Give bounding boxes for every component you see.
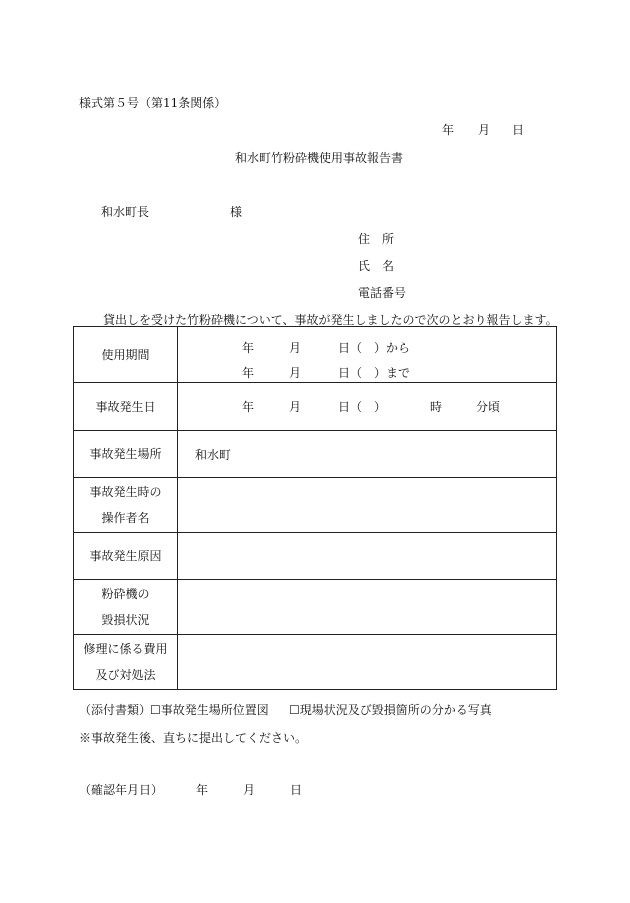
cause-value[interactable] (178, 533, 557, 580)
intro-text: 貸出しを受けた竹粉砕機について、事故が発生しましたので次のとおり報告します。 (103, 313, 558, 327)
period-to-day: 日（ (338, 366, 363, 380)
repair-value[interactable] (178, 635, 557, 690)
applicant-name-label: 氏 名 (358, 259, 395, 273)
accident-month: 月 (289, 400, 302, 414)
operator-label-line2: 操作者名 (101, 511, 150, 525)
confirmation-month: 月 (243, 783, 256, 797)
attachment-damage-photo[interactable]: ☐現場状況及び毀損箇所の分かる写真 (289, 703, 492, 717)
period-to-year: 年 (242, 366, 255, 380)
form-number: 様式第５号（第11条関係） (79, 96, 227, 110)
addressee-name: 和水町長 (101, 205, 150, 219)
operator-label (74, 478, 178, 533)
period-from-month: 月 (289, 341, 302, 355)
usage-period-value[interactable] (178, 327, 557, 383)
damage-label (74, 580, 178, 635)
damage-value[interactable] (178, 580, 557, 635)
period-to-month: 月 (289, 366, 302, 380)
accident-date-value[interactable] (178, 383, 557, 431)
date-day-label: 日 (512, 123, 525, 137)
period-from-day: 日（ (338, 341, 363, 355)
report-table (73, 326, 557, 690)
row-cause (74, 533, 557, 580)
addressee-honorific: 様 (230, 205, 243, 219)
date-month-label: 月 (478, 123, 491, 137)
usage-period-label: 使用期間 (74, 327, 178, 383)
confirmation-year: 年 (196, 783, 209, 797)
row-usage-period (74, 327, 557, 383)
accident-place-label: 事故発生場所 (74, 431, 178, 478)
row-damage (74, 580, 557, 635)
date-year-label: 年 (442, 123, 455, 137)
damage-label-line1: 粉砕機の (101, 587, 150, 601)
applicant-address-label: 住 所 (358, 232, 395, 246)
applicant-phone-label: 電話番号 (358, 286, 407, 300)
accident-hour: 時 (430, 400, 443, 414)
accident-place-value[interactable] (178, 431, 557, 478)
attachment-location-map[interactable]: ☐事故発生場所位置図 (150, 703, 269, 717)
confirmation-label: （確認年月日） (79, 783, 164, 797)
row-accident-date (74, 383, 557, 431)
row-accident-place (74, 431, 557, 478)
accident-place-town: 和水町 (195, 448, 232, 462)
confirmation-day: 日 (290, 783, 303, 797)
accident-day-close: ） (374, 400, 387, 414)
row-operator (74, 478, 557, 533)
document-title: 和水町竹粉砕機使用事故報告書 (235, 151, 404, 165)
attachments-label: （添付書類） (79, 703, 152, 717)
accident-date-label: 事故発生日 (74, 383, 178, 431)
operator-value[interactable] (178, 478, 557, 533)
submission-note: ※事故発生後、直ちに提出してください。 (79, 731, 308, 745)
period-to-suffix: ）まで (374, 366, 411, 380)
accident-minute: 分頃 (476, 400, 501, 414)
accident-day: 日（ (338, 400, 363, 414)
cause-label: 事故発生原因 (74, 533, 178, 580)
row-repair (74, 635, 557, 690)
damage-label-line2: 毀損状況 (101, 613, 150, 627)
repair-label-line1: 修理に係る費用 (83, 642, 168, 656)
repair-label (74, 635, 178, 690)
period-from-suffix: ）から (374, 341, 411, 355)
accident-year: 年 (242, 400, 255, 414)
period-from-year: 年 (242, 341, 255, 355)
repair-label-line2: 及び対処法 (95, 668, 156, 682)
operator-label-line1: 事故発生時の (89, 485, 162, 499)
